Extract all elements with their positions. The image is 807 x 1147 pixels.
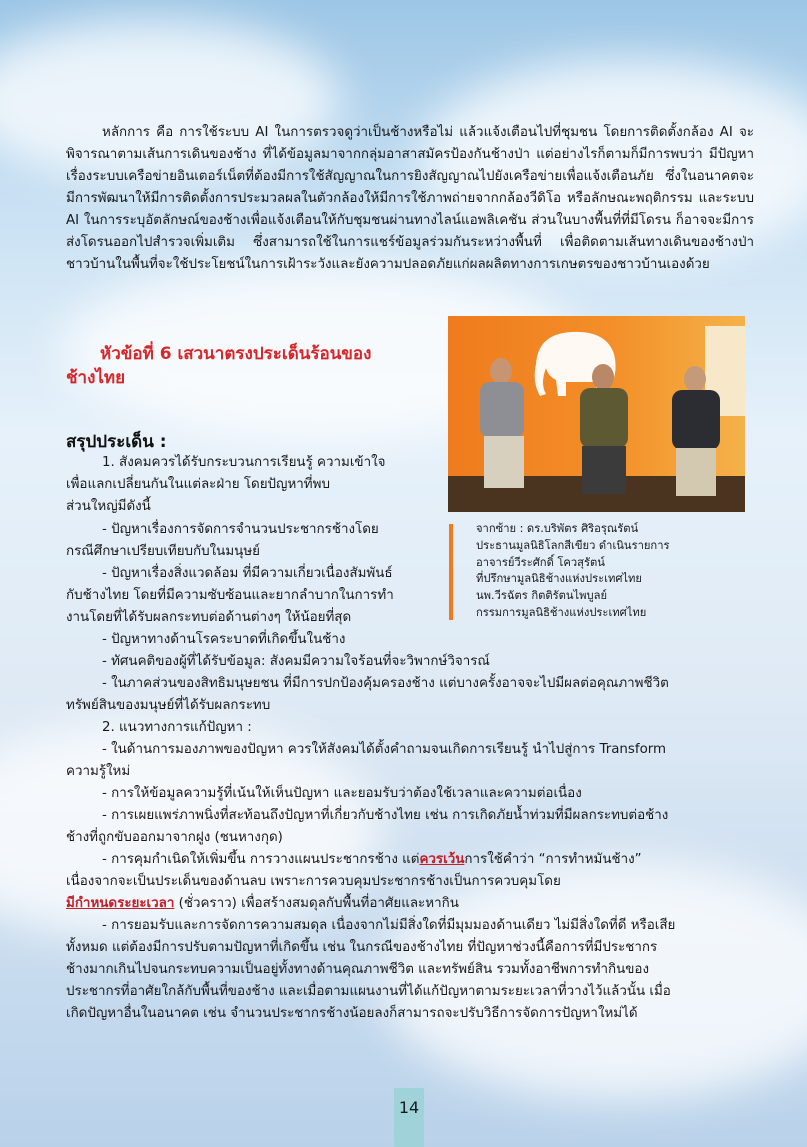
body-line: - ในด้านการมองภาพของปัญหา ควรให้สังคมได้ตั้งคำถามจนเกิดการเรียนรู้ นำไปสู่การ Transform: [102, 742, 667, 757]
body-line: 2. แนวทางการแก้ปัญหา :: [102, 720, 252, 735]
body-line-part: การใช้คำว่า “การทำหมันช้าง”: [464, 852, 642, 867]
speaker-right: [668, 366, 724, 496]
body-line: - ในภาคส่วนของสิทธิมนุษยชน ที่มีการปกป้องคุ้มครองช้าง แต่บางครั้งอาจจะไปมีผลต่อคุณภาพชีวิต: [102, 676, 669, 691]
body-line: - การเผยแพร่ภาพนิ่งที่สะท้อนถึงปัญหาที่เกี่ยวกับช้างไทย เช่น การเกิดภัยน้ำท่วมที่มีผลกระทบต่อช้าง: [102, 808, 669, 823]
body-line-part: - การคุมกำเนิดให้เพิ่มขึ้น การวางแผนประชากรช้าง แต่: [102, 852, 420, 867]
body-line: ทั้งหมด แต่ต้องมีการปรับตามปัญหาที่เกิดขึ้น เช่น ในกรณีของช้างไทย ที่ปัญหาช่วงนี้คือการที่มีประชากร: [66, 940, 658, 955]
body-line: กรณีศึกษาเปรียบเทียบกับในมนุษย์: [66, 544, 260, 559]
body-line: [102, 849, 642, 871]
body-line: - ปัญหาเรื่องสิ่งแวดล้อม ที่มีความเกี่ยวเนื่องสัมพันธ์: [102, 566, 393, 581]
panel-photo: [448, 316, 745, 512]
section-heading-line2: ช้างไทย: [66, 368, 126, 388]
section-heading: [66, 342, 426, 390]
body-line-part: (ชั่วคราว) เพื่อสร้างสมดุลกับพื้นที่อาศัยและหากิน: [174, 896, 459, 911]
emphasis-text: ควรเว้น: [419, 852, 465, 867]
speaker-left: [476, 358, 528, 488]
page-number-tab: [394, 1088, 424, 1147]
body-line: ประชากรที่อาศัยใกล้กับพื้นที่ของช้าง และเมื่อตามแผนงานที่ได้แก้ปัญหาตามระยะเวลาที่วางไว้แล้วนั้น เมื่อ: [66, 984, 671, 999]
body-line: เพื่อแลกเปลี่ยนกันในแต่ละฝ่าย โดยปัญหาที่พบ: [66, 477, 330, 492]
body-line: เกิดปัญหาอื่นในอนาคต เช่น จำนวนประชากรช้างน้อยลงก็สามารถจะปรับวิธีการจัดการปัญหาใหม่ได้: [66, 1006, 638, 1021]
body-line: - การยอมรับและการจัดการความสมดุล เนื่องจากไม่มีสิ่งใดที่มีมุมมองด้านเดียว ไม่มีสิ่งใดที่ดี หรือเสีย: [102, 918, 676, 933]
body-line: เนื่องจากจะเป็นประเด็นของด้านลบ เพราะการควบคุมประชากรช้างเป็นการควบคุมโดย: [66, 874, 561, 889]
emphasis-text: มีกำหนดระยะเวลา: [66, 896, 175, 911]
body-line: ช้างมากเกินไปจนกระทบความเป็นอยู่ทั้งทางด้านคุณภาพชีวิต และทรัพย์สิน รวมทั้งอาชีพการทำกินของ: [66, 962, 650, 977]
body-line: 1. สังคมควรได้รับกระบวนการเรียนรู้ ความเข้าใจ: [102, 455, 386, 470]
intro-paragraph: หลักการ คือ การใช้ระบบ AI ในการตรวจดูว่าเป็นช้างหรือไม่ แล้วแจ้งเตือนไปที่ชุมชน โดยการติดตั้งกล้อง AI จะพิจารณาตามเส้นการเดินของช้าง ที่ได้ข้อมูลมาจากกลุ่มอาสาสมัครป้องกันช้างป่า แต่อย่างไรก็ตามก็มีการพบว่า มีปัญหาเรื่องระบบเครือข่ายอินเตอร์เน็ตที่ต้องมีการใช้สัญญาณในการยิงสัญญาณไปยังเครือข่ายเพื่อแจ้งเตือนภัย ซึ่งในอนาคตจะมีการพัฒนาให้มีการติดตั้งการประมวลผลในตัวกล้องให้มีการใช้ภาพถ่ายจากกล้องวีดิโอ หรือลักษณะพฤติกรรม และระบบ AI ในการระบุอัตลักษณ์ของช้างเพื่อแจ้งเตือนให้กับชุมชนผ่านทางไลน์แอพลิเคชัน ส่วนในบางพื้นที่ที่มีโดรน ก็อาจจะมีการส่งโดรนออกไปสำรวจเพิ่มเติม ซึ่งสามารถใช้ในการแชร์ข้อมูลร่วมกันระหว่างพื้นที่ เพื่อติดตามเส้นทางเดินของช้างป่า ชาวบ้านในพื้นที่จะใช้ประโยชน์ในการเฝ้าระวังและยังความปลอดภัยแก่ผลผลิตทางการเกษตรของชาวบ้านเองด้วย: [66, 125, 754, 272]
body-line: ช้างที่ถูกขับออกมาจากฝูง (ชนหางกุด): [66, 830, 283, 845]
section-heading-line1: หัวข้อที่ 6 เสวนาตรงประเด็นร้อนของ: [100, 344, 372, 364]
page-number: 14: [398, 1098, 420, 1117]
body-line: - การให้ข้อมูลความรู้ที่เน้นให้เห็นปัญหา และยอมรับว่าต้องใช้เวลาและความต่อเนื่อง: [102, 786, 582, 801]
speaker-middle: [576, 364, 632, 494]
body-line: - ปัญหาทางด้านโรคระบาดที่เกิดขึ้นในช้าง: [102, 632, 346, 647]
body-line: กับช้างไทย โดยที่มีความซับซ้อนและยากลำบากในการทำ: [66, 588, 394, 603]
body-line: ส่วนใหญ่มีดังนี้: [66, 499, 151, 514]
caption-accent-bar: [449, 524, 453, 620]
body-line: [66, 893, 459, 915]
photo-caption: จากซ้าย : ดร.บริพัตร ศิริอรุณรัตน์ ประธานมูลนิธิโลกสีเขียว ดำเนินรายการ อาจารย์วีระศักดิ์ โควสุรัตน์ ที่ปรึกษามูลนิธิช้างแห่งประเทศไทย นพ.วีรฉัตร กิตติรัตนไพบูลย์ กรรมการมูลนิธิช้างแห่งประเทศไทย: [476, 522, 670, 619]
body-line: ทรัพย์สินของมนุษย์ที่ได้รับผลกระทบ: [66, 698, 271, 713]
body-line: - ทัศนคติของผู้ที่ได้รับข้อมูล: สังคมมีความใจร้อนที่จะวิพากษ์วิจารณ์: [102, 654, 490, 669]
body-line: ความรู้ใหม่: [66, 764, 131, 779]
summary-title: สรุปประเด็น :: [66, 432, 167, 452]
body-line: งานโดยที่ได้รับผลกระทบต่อด้านต่างๆ ให้น้อยที่สุด: [66, 610, 352, 625]
body-line: - ปัญหาเรื่องการจัดการจำนวนประชากรช้างโดย: [102, 522, 379, 537]
